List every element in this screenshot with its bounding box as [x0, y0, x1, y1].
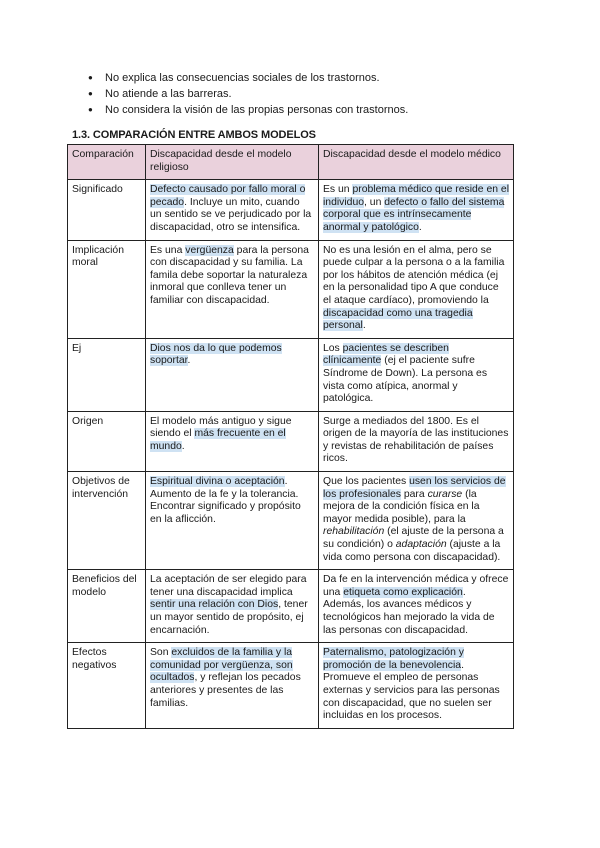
cell-text: (el ajuste de la persona a su condición) o	[323, 526, 504, 551]
cell-text: para la persona con discapacidad y su familia. La famila debe soportar la naturaleza inmoral que conlleva tener un familiar con discapacidad.	[150, 244, 309, 306]
cell-text: adaptación	[395, 539, 447, 551]
cell-text: curarse	[427, 488, 463, 500]
cell-text: . Promueve el empleo de personas externas y servicios para las personas con discapacidad, que no suelen ser incluidas en los procesos.	[323, 659, 500, 722]
bullet-item: ● No atiende a las barreras.	[88, 86, 408, 102]
bullet-item: ● No considera la visión de las propias personas con trastornos.	[88, 102, 408, 118]
cell-text: Que los pacientes	[323, 476, 410, 488]
row-label: Ej	[68, 338, 146, 411]
cell-text: .	[181, 440, 185, 452]
table-row	[68, 240, 514, 338]
bullet-list	[88, 70, 408, 118]
highlighted-text: vergüenza	[185, 244, 234, 256]
table-row	[68, 643, 514, 729]
cell-religioso	[146, 411, 319, 471]
cell-medico	[319, 411, 514, 471]
highlighted-text: Dios nos da lo que podemos soportar	[150, 342, 282, 367]
cell-medico	[319, 570, 514, 643]
cell-text: rehabilitación	[323, 526, 385, 538]
cell-text: Es un	[323, 184, 353, 196]
header-religioso: Discapacidad desde el modelo religioso	[146, 145, 319, 180]
highlighted-text: defecto o fallo del sistema corporal que es intrínsecamente anormal y patológico	[323, 196, 505, 233]
table-row	[68, 338, 514, 411]
cell-text: (ajuste a la vida como persona con discapacidad).	[323, 539, 501, 563]
comparison-table	[67, 144, 514, 729]
cell-text: , tener un mayor sentido de propósito, ej encarnación.	[150, 599, 308, 636]
cell-text: .	[362, 320, 366, 332]
table-row	[68, 472, 514, 570]
cell-medico	[319, 240, 514, 338]
table-row	[68, 180, 514, 240]
cell-text: Los	[323, 342, 343, 354]
row-label: Implicación moral	[68, 240, 146, 338]
cell-medico	[319, 338, 514, 411]
header-medico: Discapacidad desde el modelo médico	[319, 145, 514, 180]
cell-text: .	[187, 355, 191, 367]
cell-religioso	[146, 180, 319, 240]
table-row	[68, 411, 514, 471]
highlighted-text: usen los servicios de los profesionales	[323, 476, 506, 500]
cell-religioso	[146, 338, 319, 411]
row-label: Objetivos de intervención	[68, 472, 146, 570]
cell-religioso	[146, 240, 319, 338]
header-comparacion: Comparación	[68, 145, 146, 180]
cell-text: (ej el paciente sufre Síndrome de Down). La persona es vista como atípica, anormal y patológica.	[323, 355, 488, 405]
cell-text: Da fe en la intervención médica y ofrece una	[323, 574, 509, 598]
highlighted-text: excluidos de la familia y la comunidad por vergüenza, son ocultados	[150, 647, 293, 684]
cell-text: Es una	[150, 244, 186, 256]
highlighted-text: problema médico que reside en el individuo	[323, 184, 509, 208]
cell-religioso	[146, 643, 319, 729]
row-label: Efectos negativos	[68, 643, 146, 729]
cell-text: . Aumento de la fe y la tolerancia. Encontrar significado y propósito en la aflicción.	[150, 476, 301, 525]
highlighted-text: sentir una relación con Dios	[150, 599, 279, 611]
highlighted-text: etiqueta como explicación	[343, 586, 463, 598]
highlighted-text: discapacidad como una tragedia personal	[323, 307, 473, 332]
cell-text: , un	[364, 196, 385, 208]
cell-text: para	[400, 488, 428, 500]
cell-medico	[319, 472, 514, 570]
cell-religioso	[146, 570, 319, 643]
cell-text: El modelo más antiguo y sigue siendo el	[150, 415, 292, 440]
bullet-item: ● No explica las consecuencias sociales de los trastornos.	[88, 70, 408, 86]
cell-religioso	[146, 472, 319, 570]
highlighted-text: más frecuente en el mundo	[150, 428, 286, 452]
row-label: Significado	[68, 180, 146, 240]
cell-text: , y reflejan los pecados anteriores y presentes de las familias.	[150, 672, 301, 709]
cell-text: . Además, los avances médicos y tecnológicos han mejorado la vida de las personas con discapacidad.	[323, 586, 495, 636]
highlighted-text: Paternalismo, patologización y promoción de la benevolencia	[323, 647, 464, 671]
highlighted-text: Defecto causado por fallo moral o pecado	[150, 184, 306, 208]
cell-text: La aceptación de ser elegido para tener una discapacidad implica	[150, 574, 307, 598]
row-label: Origen	[68, 411, 146, 471]
cell-text: No es una lesión en el alma, pero se puede culpar a la persona o a la familia por los hábitos de atención médica (ej en la personalidad tipo A que conduce el ataque cardíaco), promoviendo la	[323, 244, 505, 306]
cell-text: .	[418, 221, 422, 233]
cell-text: Surge a mediados del 1800. Es el origen de la mayoría de las instituciones y revistas de rehabilitación de países ricos.	[323, 415, 509, 465]
row-label: Beneficios del modelo	[68, 570, 146, 643]
table-row	[68, 570, 514, 643]
cell-medico	[319, 643, 514, 729]
cell-medico	[319, 180, 514, 240]
highlighted-text: pacientes se describen clínicamente	[323, 342, 449, 367]
section-title: 1.3. COMPARACIÓN ENTRE AMBOS MODELOS	[72, 129, 316, 141]
cell-text: (la mejora de la condición física en la mayor medida posible), para la	[323, 488, 480, 525]
table-header-row	[68, 145, 514, 180]
cell-text: . Incluye un mito, cuando un sentido se ve perjudicado por la discapacidad, otro se intensifica.	[150, 196, 312, 233]
cell-text: Son	[150, 647, 172, 659]
highlighted-text: Espiritual divina o aceptación	[150, 476, 285, 488]
